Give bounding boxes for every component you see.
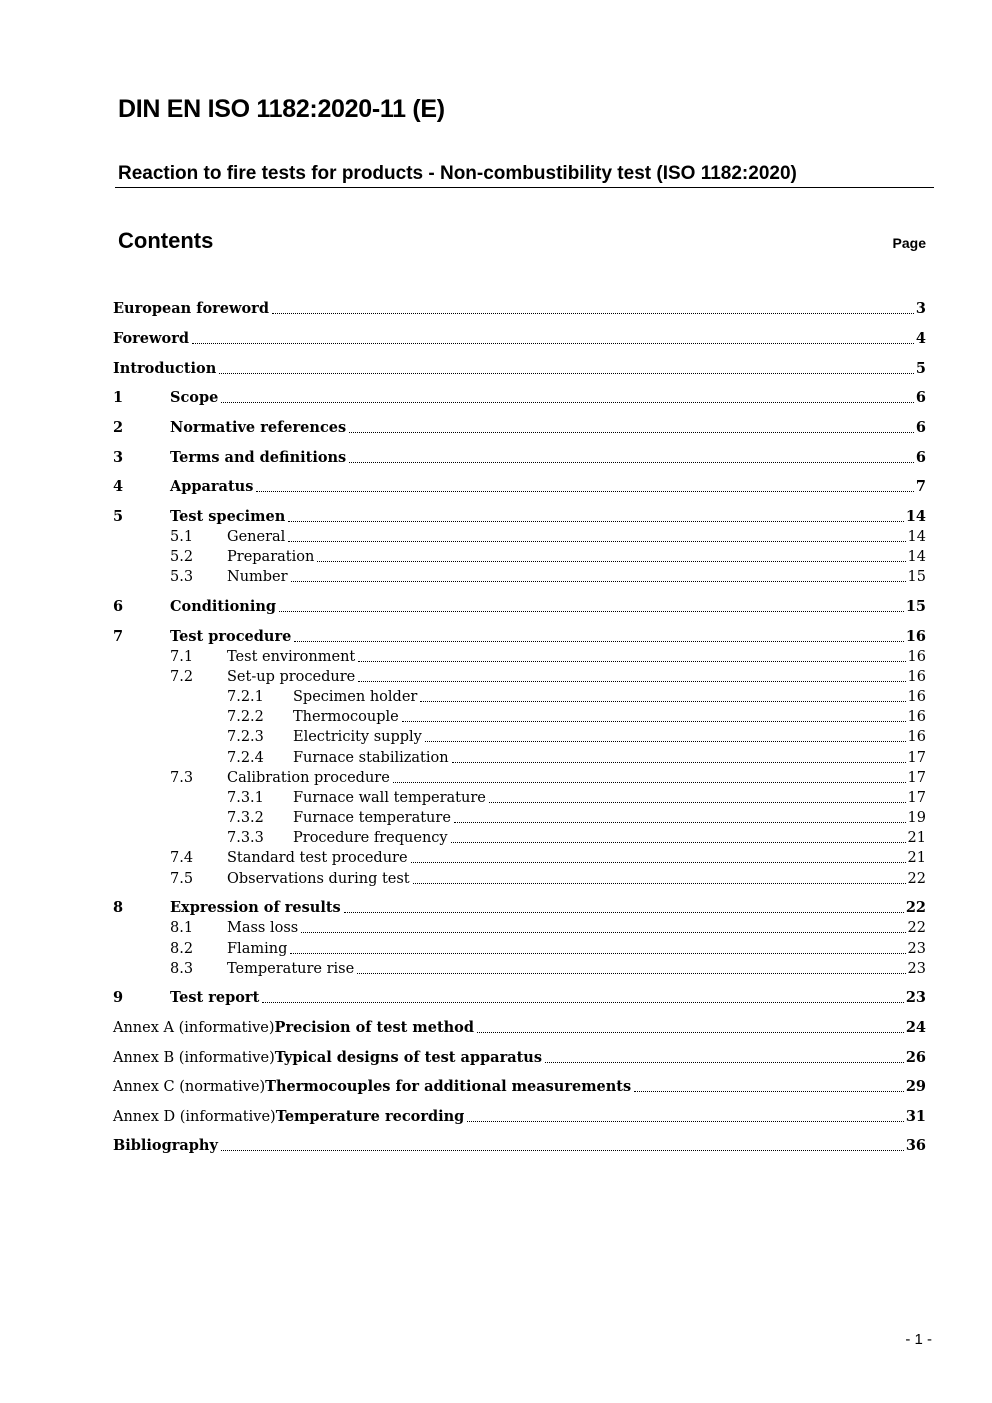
toc-entry-page: 26 [905, 1049, 926, 1066]
toc-entry-title: Electricity supply [293, 729, 422, 745]
page-number: - 1 - [905, 1331, 932, 1348]
toc-entry-page: 7 [915, 478, 926, 495]
toc-entry[interactable] [113, 768, 926, 788]
toc-entry-page: 16 [907, 649, 926, 665]
toc-entry-title: Terms and definitions [170, 449, 347, 466]
toc-leader [413, 882, 906, 884]
toc-entry[interactable] [113, 939, 926, 959]
toc-leader [288, 520, 904, 522]
toc-entry-title: Precision of test method [274, 1019, 474, 1036]
toc-leader [294, 640, 904, 642]
title-divider [115, 187, 934, 188]
toc-entry-number: 3 [113, 449, 124, 466]
toc-entry-page: 23 [905, 989, 926, 1006]
toc-entry[interactable] [113, 687, 926, 707]
document-id: DIN EN ISO 1182:2020-11 (E) [118, 95, 445, 123]
toc-entry-page: 5 [915, 360, 926, 377]
toc-leader [221, 1149, 904, 1151]
toc-entry-title: Foreword [113, 330, 189, 347]
toc-leader [634, 1090, 904, 1092]
toc-entry-title: Apparatus [170, 478, 254, 495]
toc-leader [402, 720, 906, 722]
toc-entry-number: 7.5 [170, 871, 194, 887]
toc-entry[interactable] [113, 959, 926, 979]
toc-entry[interactable] [113, 527, 926, 547]
toc-entry-title: Flaming [227, 941, 288, 957]
toc-entry-page: 22 [905, 899, 926, 916]
toc-leader [357, 972, 905, 974]
toc-entry[interactable] [113, 597, 926, 617]
toc-leader [451, 841, 906, 843]
annex-label: Annex D (informative) [113, 1109, 276, 1125]
toc-entry-number: 7.2.2 [227, 709, 264, 725]
toc-entry[interactable] [113, 788, 926, 808]
toc-leader [344, 911, 904, 913]
toc-entry-page: 15 [907, 569, 926, 585]
document-subtitle: Reaction to fire tests for products - Non-combustibility test (ISO 1182:2020) [118, 163, 797, 184]
annex-label: Annex A (informative) [113, 1020, 275, 1036]
toc-entry-page: 19 [907, 810, 926, 826]
toc-entry[interactable] [113, 988, 926, 1008]
toc-leader [393, 781, 906, 783]
toc-leader [411, 861, 906, 863]
toc-entry-title: Thermocouples for additional measurements [265, 1078, 632, 1095]
toc-entry-page: 6 [915, 449, 926, 466]
toc-entry-number: 7.2.1 [227, 689, 264, 705]
toc-entry-page: 31 [905, 1108, 926, 1125]
toc-leader [420, 700, 905, 702]
toc-entry-page: 16 [907, 729, 926, 745]
toc-entry-title: Test environment [227, 649, 356, 665]
page-column-heading: Page [892, 235, 926, 251]
toc-entry-title: Procedure frequency [293, 830, 448, 846]
annex-label: Annex C (normative) [113, 1079, 266, 1095]
toc-entry-annex[interactable] [113, 1107, 926, 1127]
toc-leader [192, 342, 914, 344]
toc-entry-annex[interactable] [113, 1077, 926, 1097]
toc-entry-number: 2 [113, 419, 124, 436]
toc-entry[interactable] [113, 1136, 926, 1156]
toc-entry-number: 8 [113, 899, 124, 916]
toc-entry[interactable] [113, 359, 926, 379]
toc-entry[interactable] [113, 448, 926, 468]
toc-entry-title: Specimen holder [293, 689, 418, 705]
toc-leader [288, 540, 905, 542]
toc-entry[interactable] [113, 418, 926, 438]
toc-entry-number: 5.1 [170, 529, 194, 545]
toc-entry-number: 7.1 [170, 649, 194, 665]
toc-entry[interactable] [113, 869, 926, 889]
toc-entry-number: 7 [113, 628, 124, 645]
toc-entry-number: 1 [113, 389, 124, 406]
toc-entry-page: 16 [905, 628, 926, 645]
toc-leader [219, 372, 914, 374]
toc-leader [317, 560, 905, 562]
toc-entry-title: Furnace temperature [293, 810, 451, 826]
toc-entry-title: Conditioning [170, 598, 277, 615]
toc-entry-page: 29 [905, 1078, 926, 1095]
toc-entry-number: 8.2 [170, 941, 194, 957]
toc-entry-page: 17 [907, 770, 926, 786]
toc-leader [489, 801, 906, 803]
toc-entry-title: General [227, 529, 286, 545]
toc-entry[interactable] [113, 808, 926, 828]
toc-entry-title: Introduction [113, 360, 217, 377]
toc-entry-title: Set-up procedure [227, 669, 356, 685]
toc-leader [452, 761, 906, 763]
toc-leader [301, 931, 905, 933]
toc-entry-number: 7.3.2 [227, 810, 264, 826]
toc-entry-title: Observations during test [227, 871, 410, 887]
toc-entry-number: 9 [113, 989, 124, 1006]
toc-leader [349, 431, 914, 433]
toc-entry[interactable] [113, 507, 926, 527]
toc-entry-title: European foreword [113, 300, 269, 317]
toc-entry-page: 15 [905, 598, 926, 615]
toc-entry[interactable] [113, 647, 926, 667]
toc-entry[interactable] [113, 567, 926, 587]
toc-entry-number: 8.1 [170, 920, 194, 936]
toc-entry-title: Bibliography [113, 1137, 218, 1154]
toc-entry-page: 24 [905, 1019, 926, 1036]
toc-entry-title: Preparation [227, 549, 315, 565]
toc-leader [425, 740, 906, 742]
toc-entry-annex[interactable] [113, 1018, 926, 1038]
toc-leader [272, 312, 914, 314]
toc-entry[interactable] [113, 727, 926, 747]
toc-entry-page: 22 [907, 871, 926, 887]
toc-entry-page: 36 [905, 1137, 926, 1154]
toc-entry-title: Calibration procedure [227, 770, 390, 786]
toc-entry[interactable] [113, 329, 926, 349]
toc-entry-annex[interactable] [113, 1048, 926, 1068]
toc-entry-number: 5 [113, 508, 124, 525]
toc-entry-page: 4 [915, 330, 926, 347]
toc-entry-title: Typical designs of test apparatus [274, 1049, 543, 1066]
toc-entry-title: Test specimen [170, 508, 286, 525]
toc-entry-title: Temperature rise [227, 961, 355, 977]
toc-entry[interactable] [113, 898, 926, 918]
toc-entry-page: 14 [907, 549, 926, 565]
toc-entry-page: 17 [907, 790, 926, 806]
toc-entry-title: Temperature recording [275, 1108, 465, 1125]
toc-entry-title: Test procedure [170, 628, 292, 645]
toc-entry-number: 7.3.1 [227, 790, 264, 806]
toc-entry-number: 4 [113, 478, 124, 495]
annex-label: Annex B (informative) [113, 1050, 275, 1066]
toc-entry-number: 8.3 [170, 961, 194, 977]
toc-leader [256, 490, 914, 492]
toc-leader [477, 1031, 904, 1033]
toc-entry-title: Normative references [170, 419, 347, 436]
toc-leader [467, 1120, 904, 1122]
toc-entry[interactable] [113, 299, 926, 319]
toc-entry[interactable] [113, 918, 926, 938]
toc-entry-number: 5.3 [170, 569, 194, 585]
toc-entry-number: 6 [113, 598, 124, 615]
toc-entry-number: 7.3 [170, 770, 194, 786]
toc-entry[interactable] [113, 667, 926, 687]
toc-leader [358, 680, 905, 682]
toc-entry-page: 21 [907, 850, 926, 866]
toc-entry-title: Thermocouple [293, 709, 399, 725]
toc-entry-number: 5.2 [170, 549, 194, 565]
toc-entry[interactable] [113, 707, 926, 727]
toc-entry-number: 7.3.3 [227, 830, 264, 846]
toc-entry-title: Number [227, 569, 288, 585]
toc-entry-page: 22 [907, 920, 926, 936]
toc-entry-title: Test report [170, 989, 260, 1006]
toc-entry-title: Mass loss [227, 920, 299, 936]
toc-entry[interactable] [113, 477, 926, 497]
toc-entry-number: 7.2 [170, 669, 194, 685]
toc-entry[interactable] [113, 848, 926, 868]
toc-entry-page: 6 [915, 389, 926, 406]
toc-entry-page: 17 [907, 750, 926, 766]
toc-leader [221, 401, 914, 403]
toc-leader [349, 461, 914, 463]
toc-entry[interactable] [113, 828, 926, 848]
toc-entry[interactable] [113, 627, 926, 647]
toc-entry-title: Scope [170, 389, 219, 406]
toc-entry-title: Furnace wall temperature [293, 790, 486, 806]
toc-entry-page: 6 [915, 419, 926, 436]
toc-entry-page: 16 [907, 709, 926, 725]
toc-entry-number: 7.2.4 [227, 750, 264, 766]
toc-leader [454, 821, 906, 823]
toc-entry-number: 7.4 [170, 850, 194, 866]
contents-heading: Contents [118, 228, 214, 253]
toc-leader [545, 1061, 904, 1063]
toc-entry[interactable] [113, 748, 926, 768]
toc-entry[interactable] [113, 388, 926, 408]
toc-entry-title: Expression of results [170, 899, 341, 916]
toc-entry-page: 3 [915, 300, 926, 317]
toc-entry-title: Standard test procedure [227, 850, 408, 866]
toc-entry[interactable] [113, 547, 926, 567]
toc-entry-page: 23 [907, 941, 926, 957]
toc-leader [358, 660, 905, 662]
toc-entry-page: 16 [907, 669, 926, 685]
toc-entry-page: 14 [907, 529, 926, 545]
toc-leader [262, 1001, 904, 1003]
toc-leader [291, 580, 906, 582]
toc-entry-page: 23 [907, 961, 926, 977]
toc-leader [290, 952, 905, 954]
toc-entry-title: Furnace stabilization [293, 750, 449, 766]
toc-entry-page: 14 [905, 508, 926, 525]
toc-leader [279, 610, 904, 612]
toc-entry-page: 16 [907, 689, 926, 705]
toc-entry-page: 21 [907, 830, 926, 846]
toc-entry-number: 7.2.3 [227, 729, 264, 745]
